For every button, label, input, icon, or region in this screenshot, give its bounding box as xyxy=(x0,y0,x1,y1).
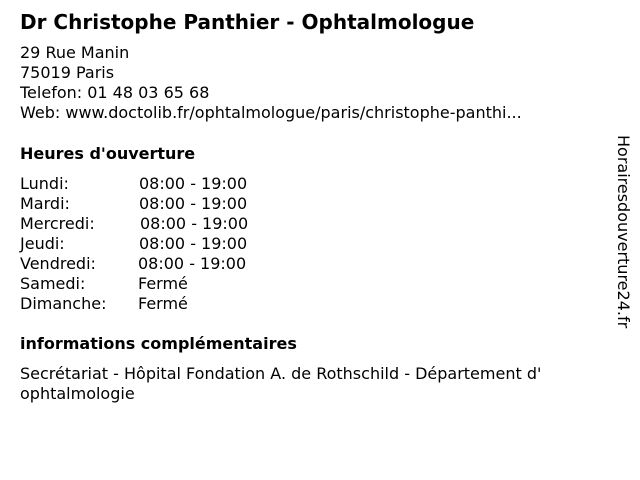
day-label: Dimanche: xyxy=(20,294,107,313)
website-link[interactable]: Web: www.doctolib.fr/ophtalmologue/paris/christophe-panthi... xyxy=(20,103,522,122)
opening-hours-heading: Heures d'ouverture xyxy=(20,144,196,163)
city-postal-code: 75019 Paris xyxy=(20,63,115,82)
hours-value: 08:00 - 19:00 xyxy=(140,214,249,233)
hours-value: Fermé xyxy=(138,274,188,293)
opening-hours-table xyxy=(20,174,320,314)
hours-row-wednesday xyxy=(20,214,320,234)
hours-row-saturday xyxy=(20,274,320,294)
address-block xyxy=(20,43,522,123)
additional-info-text: Secrétariat - Hôpital Fondation A. de Rothschild - Département d' ophtalmologie xyxy=(20,364,542,403)
hours-value: 08:00 - 19:00 xyxy=(139,194,248,213)
hours-value: 08:00 - 19:00 xyxy=(138,254,247,273)
hours-row-thursday xyxy=(20,234,320,254)
page-title: Dr Christophe Panthier - Ophtalmologue xyxy=(20,10,475,34)
hours-row-sunday xyxy=(20,294,320,314)
hours-value: 08:00 - 19:00 xyxy=(139,234,248,253)
hours-row-friday xyxy=(20,254,320,274)
hours-value: 08:00 - 19:00 xyxy=(139,174,248,193)
day-label: Lundi: xyxy=(20,174,69,193)
street-address: 29 Rue Manin xyxy=(20,43,130,62)
day-label: Samedi: xyxy=(20,274,86,293)
day-label: Mercredi: xyxy=(20,214,95,233)
site-brand-vertical: Horairesdouverture24.fr xyxy=(614,135,633,329)
additional-info-heading: informations complémentaires xyxy=(20,334,297,353)
hours-row-monday xyxy=(20,174,320,194)
hours-row-tuesday xyxy=(20,194,320,214)
phone-number: Telefon: 01 48 03 65 68 xyxy=(20,83,210,102)
day-label: Vendredi: xyxy=(20,254,96,273)
day-label: Jeudi: xyxy=(20,234,65,253)
hours-value: Fermé xyxy=(138,294,188,313)
day-label: Mardi: xyxy=(20,194,70,213)
